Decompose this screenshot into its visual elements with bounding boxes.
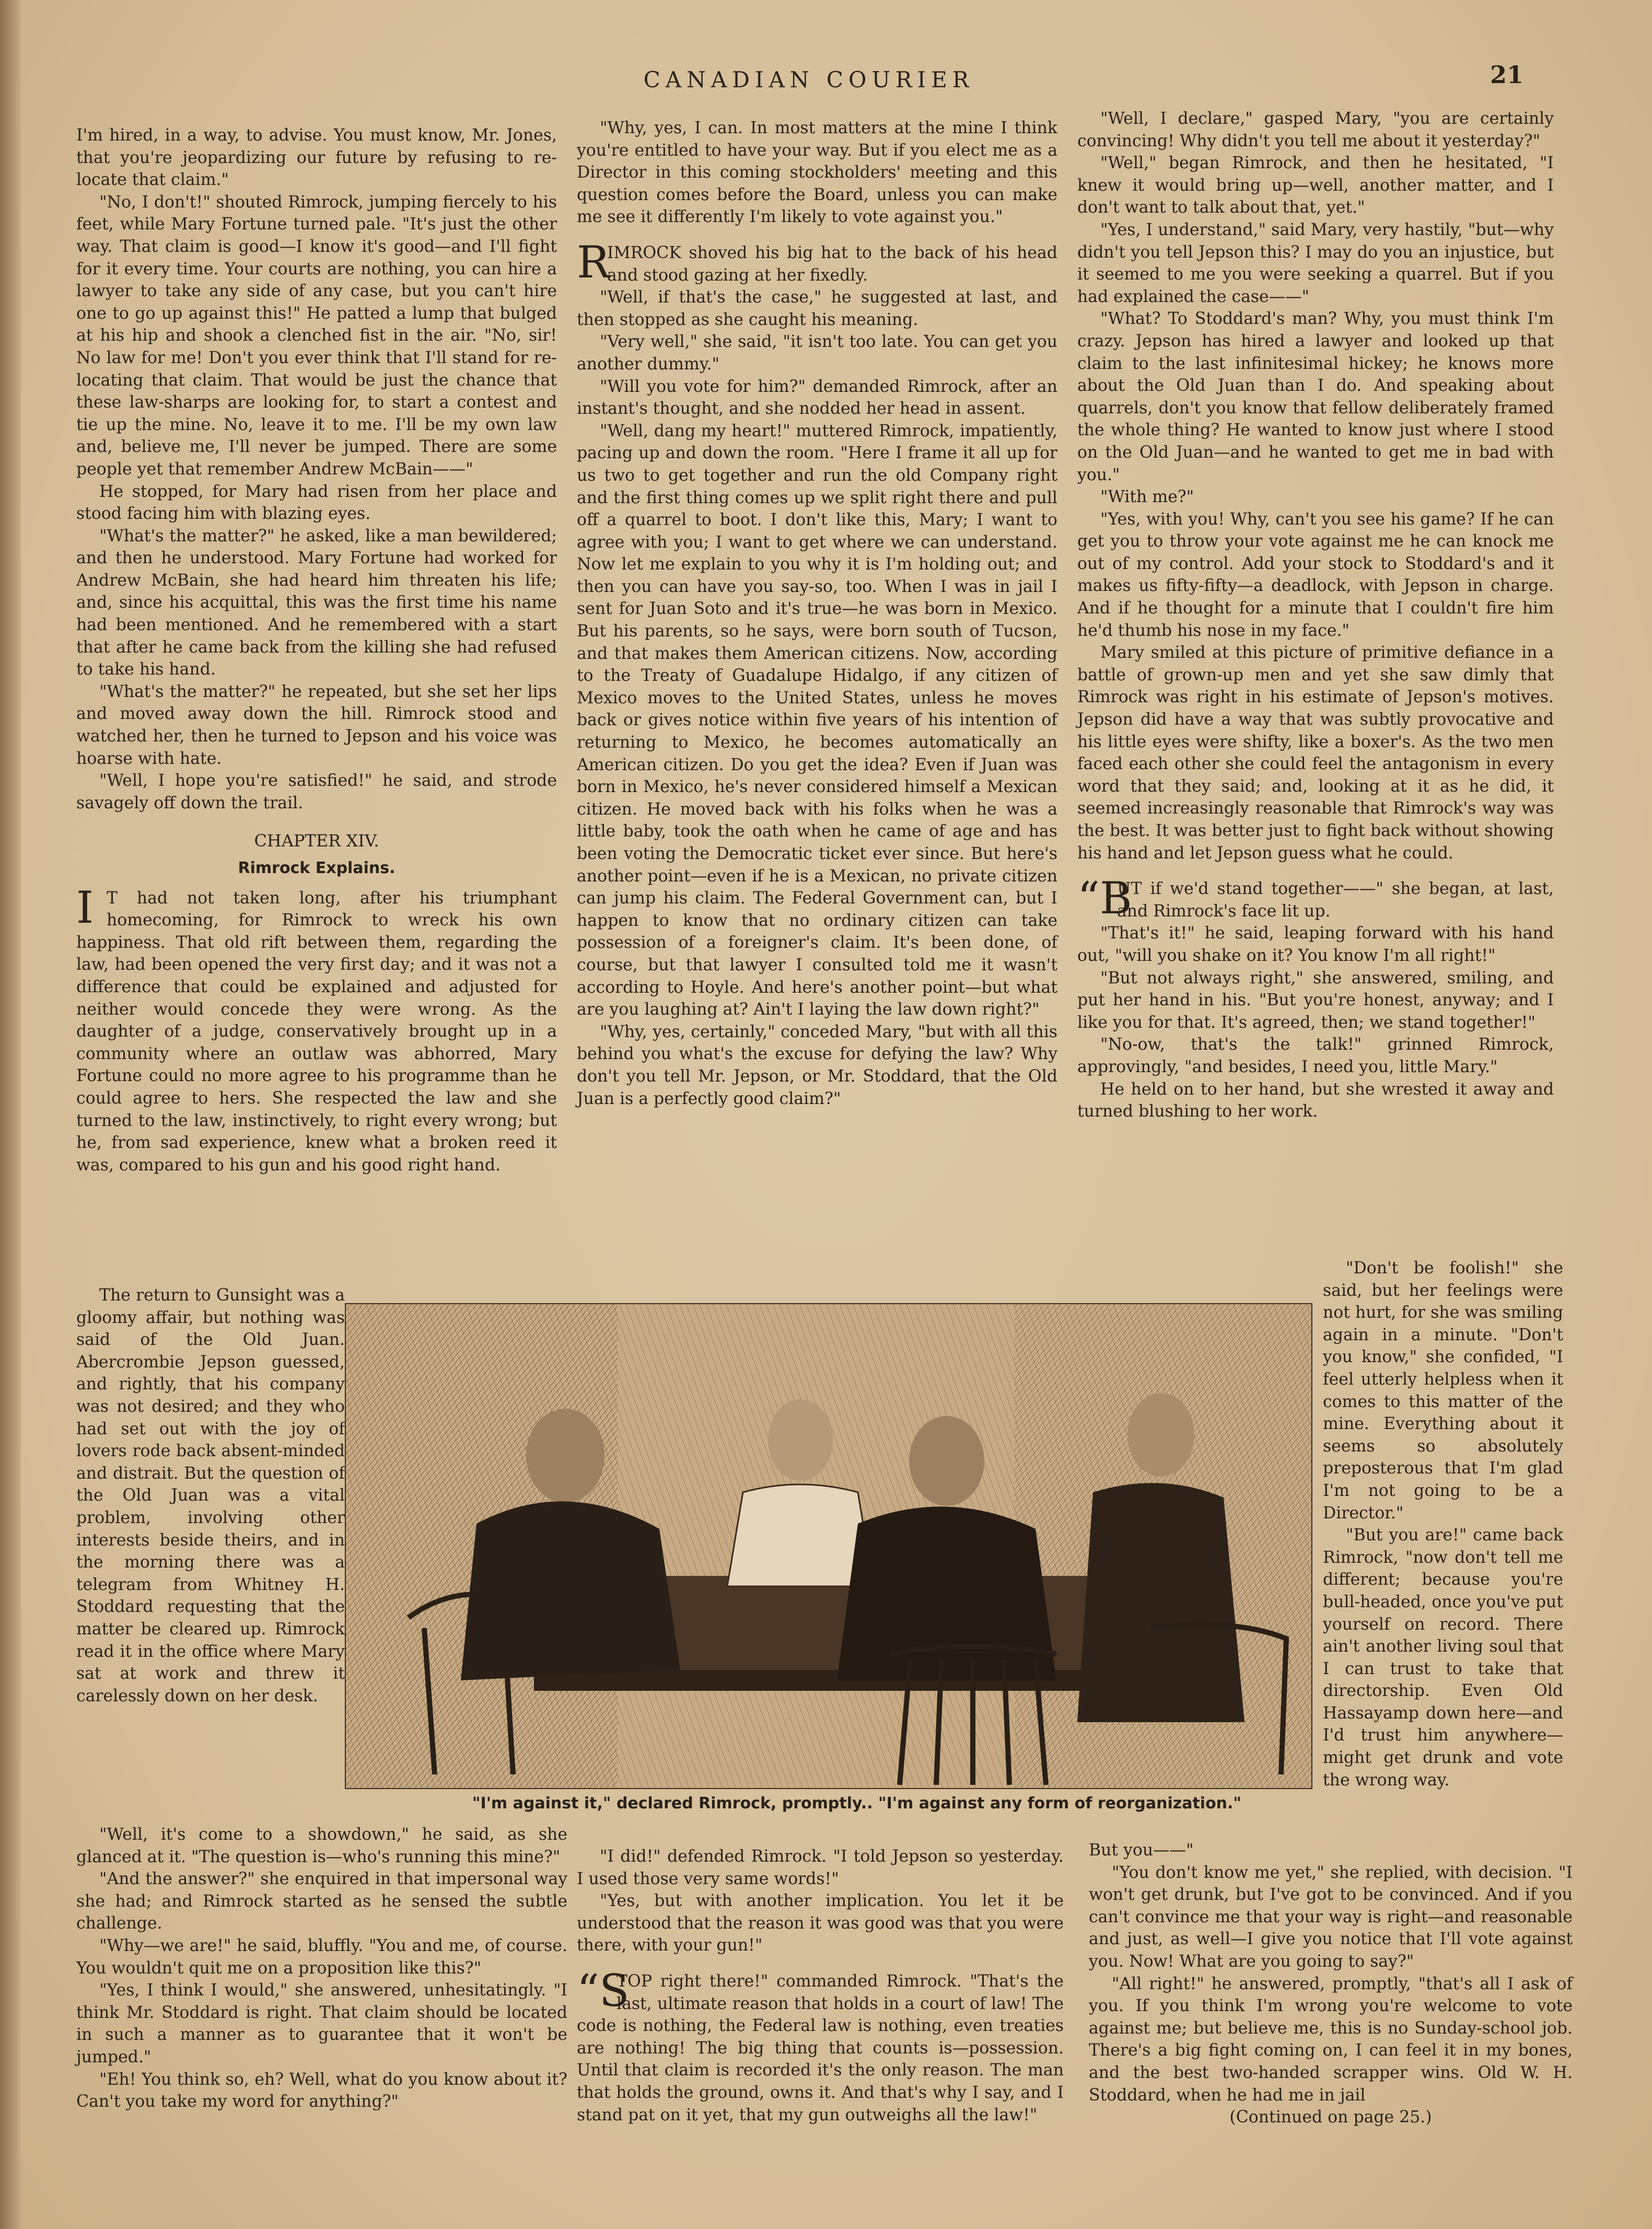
paragraph: "Well," began Rimrock, and then he hesitated, "I knew it would bring up—well, another matter, and I don't want to talk about that, yet." — [1077, 154, 1554, 217]
paragraph: "Why, yes, certainly," conceded Mary, "but with all this behind you what's the excuse for defying the law? Why don't you tell Mr. Jepson, or Mr. Stoddard, that the Old Juan is a perfectly good claim?" — [577, 1022, 1057, 1108]
illustration-caption: "I'm against it," declared Rimrock, promptly.. "I'm against any form of reorganization." — [472, 1794, 1242, 1813]
paragraph: "Yes, but with another implication. You let it be understood that the reason it was good was that you were there, with your gun!" — [577, 1891, 1064, 1955]
paragraph-text: IMROCK shoved his big hat to the back of his head and stood gazing at her fixedly. — [607, 243, 1057, 285]
paragraph: "That's it!" he said, leaping forward with his hand out, "will you shake on it? You know I'm all right!" — [1077, 924, 1554, 965]
journal-title: CANADIAN COURIER — [643, 67, 974, 92]
paragraph: "Eh! You think so, eh? Well, what do you know about it? Can't you take my word for anything?" — [76, 2070, 567, 2111]
paragraph-text: TOP right there!" commanded Rimrock. "That's the last, ultimate reason that holds in a court of law! The code is nothing, the Federal law is nothing, even treaties are nothing! The big thing that counts is—possession. Until that claim is recorded it's the only reason. The man that holds the ground, owns it. And that's why I say, and I stand pat on it yet, that my gun outweighs all the law!" — [577, 1971, 1064, 2124]
paragraph: "Yes, I think I would," she answered, unhesitatingly. "I think Mr. Stoddard is right. That claim should be located in such a manner as to guarantee that it won't be jumped." — [76, 1981, 567, 2067]
paragraph: "And the answer?" she enquired in that impersonal way she had; and Rimrock started as he sensed the subtle challenge. — [76, 1870, 567, 1933]
paragraph-text: T had not taken long, after his triumphant homecoming, for Rimrock to wreck his own happiness. That old rift between them, regarding the law, had been opened the very first day; and it was not a difference that could be explained and adjusted for neither would concede they were wrong. As the daughter of a judge, conservatively brought up in a community where an outlaw was abhorred, Mary Fortune could no more agree to his programme than he could agree to hers. She respected the law and she turned to the law, instinctively, to right every wrong; but he, from sad experience, knew what a broken reed it was, compared to his gun and his good right hand. — [76, 888, 557, 1175]
column-1-top — [76, 124, 557, 1176]
engraving-image — [346, 1304, 1311, 1788]
continued-note: (Continued on page 25.) — [1229, 2108, 1432, 2127]
paragraph: "Will you vote for him?" demanded Rimrock, after an instant's thought, and she nodded her head in assent. — [577, 377, 1057, 419]
paragraph: Mary smiled at this picture of primitive defiance in a battle of grown-up men and yet she saw dimly that Rimrock was right in his estimate of Jepson's motives. Jepson did have a way that was subtly provocative and his little eyes were shifty, like a boxer's. As the two men faced each other she could feel the antagonism in every word that they said; and, looking at it as he did, it seemed increasingly reasonable that Rimrock's way was the best. It was better just to fight back without showing his hand and let Jepson guess what he could. — [1077, 643, 1554, 863]
paragraph: "Very well," she said, "it isn't too late. You can get you another dummy." — [577, 332, 1057, 374]
drop-cap: “B — [1077, 873, 1132, 924]
section-opening-paragraph — [577, 1965, 1064, 2126]
paragraph: "Well, I hope you're satisfied!" he said, and strode savagely off down the trail. — [76, 771, 557, 812]
paragraph: "What's the matter?" he repeated, but she set her lips and moved away down the hill. Rimrock stood and watched her, then he turned to Jepson and his voice was hoarse with hate. — [76, 682, 557, 768]
column-3-top — [1077, 108, 1554, 1123]
paragraph: "With me?" — [1100, 487, 1194, 507]
paragraph: "What? To Stoddard's man? Why, you must think I'm crazy. Jepson has hired a lawyer and looked up that claim to the last infinitesimal hickey; he knows more about the Old Juan than I do. And speaking about quarrels, don't you know that fellow deliberately framed the whole thing? He wanted to know just where I stood on the Old Juan—and he wanted to get me in bad with you." — [1077, 309, 1554, 484]
paragraph: "Well, I declare," gasped Mary, "you are certainly convincing! Why didn't you tell me about it yesterday?" — [1077, 109, 1554, 150]
paragraph: "Well, if that's the case," he suggested at last, and then stopped as she caught his meaning. — [577, 288, 1057, 329]
paragraph: "All right!" he answered, promptly, "that's all I ask of you. If you think I'm wrong you're welcome to vote against me; but believe me, this is no Sunday-school job. There's a big fight coming on, I can feel it in my bones, and the best two-handed scrapper wins. Old W. H. Stoddard, when he had me in jail — [1089, 1974, 1573, 2105]
column-3-bottom — [1089, 1839, 1573, 2129]
chapter-opening-paragraph — [76, 881, 557, 1177]
paragraph: "Well, it's come to a showdown," he said, as she glanced at it. "The question is—who's running this mine?" — [76, 1825, 567, 1866]
drop-cap: I — [76, 881, 94, 933]
paragraph: "I did!" defended Rimrock. "I told Jepson so yesterday. I used those very same words!" — [577, 1847, 1064, 1888]
paragraph: "No-ow, that's the talk!" grinned Rimrock, approvingly, "and besides, I need you, little Mary." — [1077, 1035, 1554, 1076]
chapter-number: CHAPTER XIV. — [254, 831, 379, 851]
chapter-title: Rimrock Explains. — [238, 859, 395, 877]
column-1-narrow — [76, 1284, 345, 1707]
paragraph: The return to Gunsight was a gloomy affair, but nothing was said of the Old Juan. Abercrombie Jepson guessed, and rightly, that his company was not desired; and they who had set out with the joy of lovers rode back absent-minded and distrait. But the question of the Old Juan was a vital problem, involving other interests beside theirs, and in the morning there was a telegram from Whitney H. Stoddard requesting that the matter be cleared up. Rimrock read it in the office where Mary sat at work and threw it carelessly down on her desk. — [76, 1286, 345, 1705]
column-3-narrow — [1323, 1257, 1563, 1791]
paragraph: He stopped, for Mary had risen from her place and stood facing him with blazing eyes. — [76, 482, 557, 524]
column-2-bottom — [577, 1845, 1064, 2126]
section-opening-paragraph — [577, 236, 1057, 288]
column-1-bottom — [76, 1824, 567, 2113]
paragraph: But you——" — [1089, 1841, 1194, 1860]
paragraph: He held on to her hand, but she wrested it away and turned blushing to her work. — [1077, 1079, 1554, 1121]
paragraph: "But not always right," she answered, smiling, and put her hand in his. "But you're honest, anyway; and I like you for that. It's agreed, then; we stand together!" — [1077, 968, 1554, 1032]
page-header — [0, 61, 1652, 98]
column-2-top — [577, 117, 1057, 1110]
drop-cap: R — [577, 236, 610, 288]
paragraph: "No, I don't!" shouted Rimrock, jumping fiercely to his feet, while Mary Fortune turned pale. "It's just the other way. That claim is good—I know it's good—and I'll fight for it every time. Your courts are nothing, you can hire a lawyer to take any side of any case, but you can't hire one to go up against this!" He patted a lump that bulged at his hip and shook a clenched fist in the air. "No, sir! No law for me! Don't you ever think that I'll stand for re-locating that claim. That would be just the chance that these law-sharps are looking for, to start a contest and tie up the mine. No, leave it to me. I'll be my own law and, believe me, I'll never be jumped. There are some people yet that remember Andrew McBain——" — [76, 192, 557, 479]
paragraph: "Well, dang my heart!" muttered Rimrock, impatiently, pacing up and down the room. "Here I frame it all up for us two to get together and run the old Company right and the first thing comes up we split right there and pull off a quarrel to boot. I don't like this, Mary; I want to agree with you; I want to get where we can understand. Now let me explain to you why it is I'm holding out; and then you can have you say-so, too. When I was in jail I sent for Juan Soto and it's true—he was born in Mexico. But his parents, so he says, were born south of Tucson, and that makes them American citizens. Now, according to the Treaty of Guadalupe Hidalgo, if any citizen of Mexico moves to the United States, unless he moves back or gives notice within five years of his intention of returning to Mexico, he becomes automatically an American citizen. Do you get the idea? Even if Juan was born in Mexico, he's never considered himself a Mexican citizen. He moved back with his folks when he was a little baby, took the oath when he came of age and has been voting the Democratic ticket ever since. But here's another point—even if he is a Mexican, no private citizen can jump his claim. The Federal Government can, but I happen to know that no ordinary citizen can take possession of a foreigner's claim. It's been done, of course, but that lawyer I consulted told me it wasn't according to Hoyle. And here's another point—but what are you laughing at? Ain't I laying the law down right?" — [577, 421, 1057, 1019]
paragraph: "Yes, with you! Why, can't you see his game? If he can get you to throw your vote against me he can knock me out of my control. Add your stock to Stoddard's and it makes us fifty-fifty—a deadlock, with Jepson in charge. And if he thought for a minute that I couldn't fire him he'd thumb his nose in my face." — [1077, 509, 1554, 640]
paragraph: "Yes, I understand," said Mary, very hastily, "but—why didn't you tell Jepson this? I may do you an injustice, but it seemed to me you were seeking a quarrel. But if you had explained the case——" — [1077, 220, 1554, 306]
paragraph: "Don't be foolish!" she said, but her feelings were not hurt, for she was smiling again in a minute. "Don't you know," she confided, "I feel utterly helpless when it comes to this matter of the mine. Everything about it seems so absolutely preposterous that I'm glad I'm not going to be a Director." — [1323, 1259, 1563, 1523]
paragraph: "Why—we are!" he said, bluffly. "You and me, of course. You wouldn't quit me on a proposition like this?" — [76, 1936, 567, 1978]
drop-cap: “S — [577, 1965, 630, 2016]
paragraph: "What's the matter?" he asked, like a man bewildered; and then he understood. Mary Fortune had worked for Andrew McBain, she had heard him threaten his life; and, since his acquittal, this was the first time his name had been mentioned. And he remembered with a start that after he came back from the killing she had refused to take his hand. — [76, 526, 557, 679]
paragraph: I'm hired, in a way, to advise. You must know, Mr. Jones, that you're jeopardizing our future by refusing to re-locate that claim." — [76, 126, 557, 190]
illustration — [345, 1303, 1312, 1789]
paragraph-text: UT if we'd stand together——" she began, at last, and Rimrock's face lit up. — [1117, 879, 1554, 921]
paragraph: "You don't know me yet," she replied, with decision. "I won't get drunk, but I've got to be convinced. And if you can't convince me that your way is right—and reasonable and just, as well—I give you notice that I'll vote against you. Now! What are you going to say?" — [1089, 1863, 1573, 1971]
paragraph: "But you are!" came back Rimrock, "now don't tell me different; because you're bull-headed, once you've put yourself on record. There ain't another living soul that I can trust to take that directorship. Even Old Hassayamp down here—and I'd trust him anywhere—might get drunk and vote the wrong way. — [1323, 1526, 1563, 1790]
paragraph: "Why, yes, I can. In most matters at the mine I think you're entitled to have your way. But if you elect me as a Director in this coming stockholders' meeting and this question comes before the Board, unless you can make me see it differently I'm likely to vote against you." — [577, 119, 1057, 227]
section-opening-paragraph — [1077, 873, 1554, 924]
page-number: 21 — [1490, 61, 1524, 89]
page-edge — [0, 0, 21, 2229]
